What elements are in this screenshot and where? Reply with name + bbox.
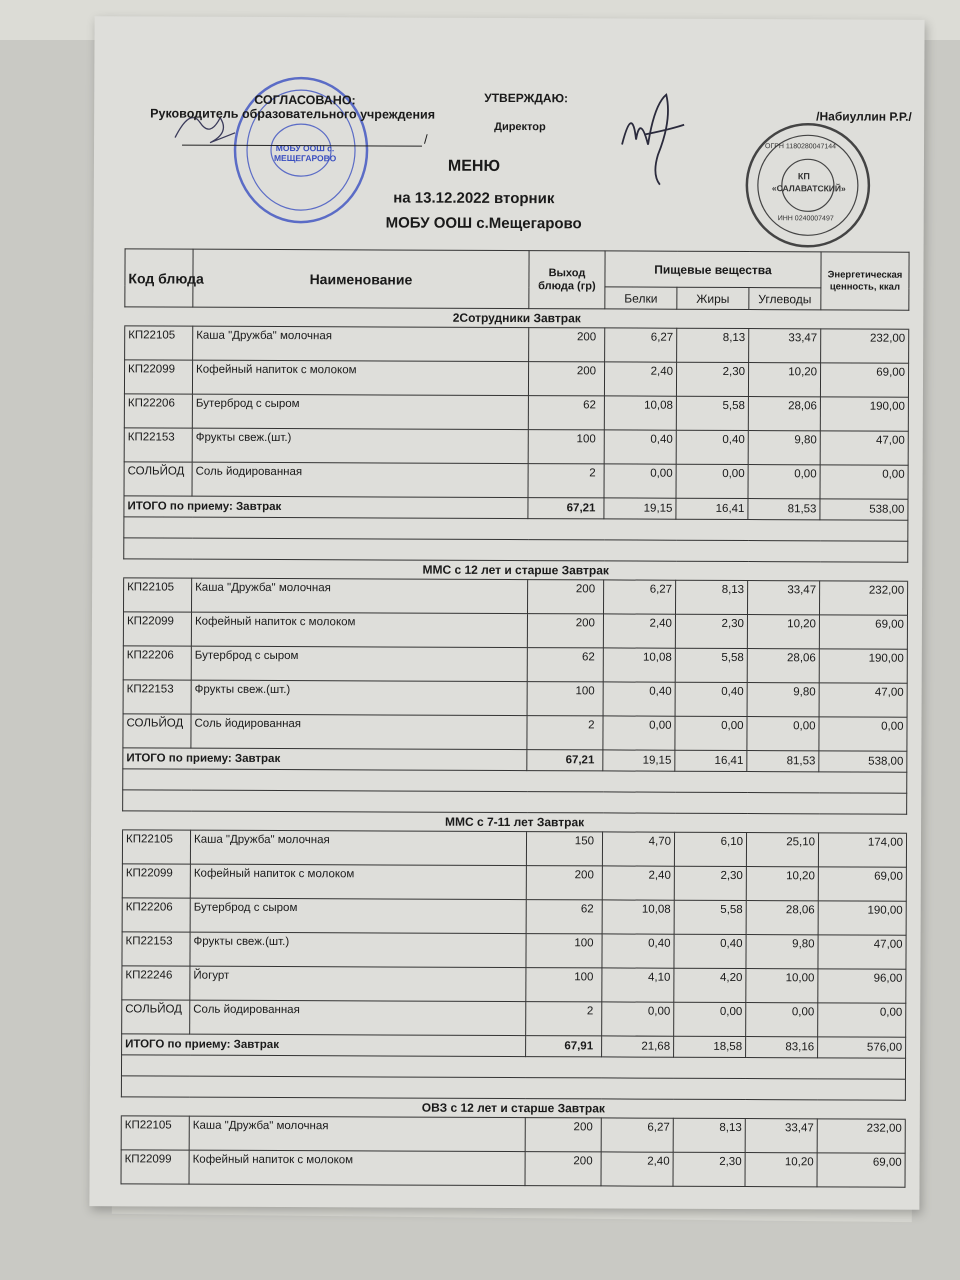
dish-fat: 8,13 xyxy=(677,328,749,362)
dish-code: КП22246 xyxy=(122,966,190,1000)
table-row xyxy=(121,1116,905,1153)
total-label: ИТОГО по приему: Завтрак xyxy=(124,496,528,519)
dish-carbs: 10,20 xyxy=(745,1153,817,1187)
dish-energy: 232,00 xyxy=(820,581,908,615)
dish-name: Каша "Дружба" молочная xyxy=(193,326,529,361)
dish-code: СОЛЬЙОД xyxy=(123,714,191,748)
dish-protein: 2,40 xyxy=(602,866,674,900)
dish-name: Каша "Дружба" молочная xyxy=(189,1116,525,1151)
dish-name: Йогурт xyxy=(190,966,526,1001)
dish-protein: 0,00 xyxy=(604,464,676,498)
dish-energy: 47,00 xyxy=(820,431,908,465)
dish-fat: 2,30 xyxy=(674,866,746,900)
dish-code: КП22153 xyxy=(122,932,190,966)
dish-output: 200 xyxy=(525,1118,601,1152)
dish-fat: 0,00 xyxy=(675,716,747,750)
menu-document xyxy=(89,16,924,1210)
dish-output: 200 xyxy=(529,328,605,362)
dish-code: СОЛЬЙОД xyxy=(122,1000,190,1034)
dish-energy: 96,00 xyxy=(818,969,906,1003)
dish-output: 200 xyxy=(525,1152,601,1186)
stamp-left-text: МОБУ ООШ с. МЕЩЕГАРОВО xyxy=(273,142,337,164)
dish-code: КП22099 xyxy=(121,1150,189,1184)
dish-carbs: 33,47 xyxy=(749,329,821,363)
head-title: Руководитель образовательного учреждения xyxy=(150,106,436,122)
section-title: ММС с 7-11 лет Завтрак xyxy=(123,811,907,833)
total-energy: 538,00 xyxy=(819,751,907,772)
dish-fat: 0,40 xyxy=(676,430,748,464)
table-row xyxy=(124,394,908,431)
table-row xyxy=(124,428,908,465)
table-row xyxy=(123,680,907,717)
dish-output: 100 xyxy=(526,934,602,968)
dish-carbs: 25,10 xyxy=(746,833,818,867)
dish-output: 62 xyxy=(527,648,603,682)
table-row xyxy=(124,578,908,615)
dish-carbs: 33,47 xyxy=(747,581,819,615)
total-output: 67,21 xyxy=(528,498,604,519)
menu-title: МЕНЮ xyxy=(447,157,501,175)
dish-fat: 5,58 xyxy=(676,396,748,430)
dish-name: Каша "Дружба" молочная xyxy=(192,578,528,613)
table-row xyxy=(123,646,907,683)
dish-carbs: 33,47 xyxy=(745,1119,817,1153)
dish-fat: 0,00 xyxy=(676,464,748,498)
dish-protein: 0,40 xyxy=(603,682,675,716)
total-fat: 16,41 xyxy=(675,750,747,771)
col-fat-header: Жиры xyxy=(677,287,749,309)
col-nutrients-header: Пищевые вещества xyxy=(605,251,821,288)
table-row xyxy=(122,898,906,935)
dish-output: 200 xyxy=(527,614,603,648)
dish-carbs: 9,80 xyxy=(746,935,818,969)
dish-code: КП22206 xyxy=(123,646,191,680)
section-title: ОВЗ с 12 лет и старше Завтрак xyxy=(121,1097,905,1119)
dish-protein: 6,27 xyxy=(605,328,677,362)
dish-carbs: 28,06 xyxy=(747,649,819,683)
table-row xyxy=(124,360,908,397)
menu-table-body xyxy=(121,307,909,1187)
dish-energy: 0,00 xyxy=(819,717,907,751)
dish-code: КП22105 xyxy=(121,1116,189,1150)
dish-name: Кофейный напиток с молоком xyxy=(190,864,526,899)
dish-name: Каша "Дружба" молочная xyxy=(190,830,526,865)
dish-protein: 0,00 xyxy=(603,716,675,750)
dish-energy: 190,00 xyxy=(820,397,908,431)
school-name: МОБУ ООШ с.Мещегарово xyxy=(385,214,582,233)
total-carbs: 81,53 xyxy=(747,751,819,772)
dish-output: 200 xyxy=(526,866,602,900)
dish-protein: 2,40 xyxy=(604,362,676,396)
dish-name: Кофейный напиток с молоком xyxy=(192,360,528,395)
dish-output: 100 xyxy=(528,430,604,464)
dish-name: Кофейный напиток с молоком xyxy=(189,1150,525,1185)
dish-code: КП22099 xyxy=(122,864,190,898)
total-fat: 18,58 xyxy=(674,1036,746,1057)
col-carbs-header: Углеводы xyxy=(749,288,821,310)
dish-code: КП22206 xyxy=(122,898,190,932)
dish-protein: 6,27 xyxy=(601,1118,673,1152)
dish-carbs: 9,80 xyxy=(747,683,819,717)
dish-name: Соль йодированная xyxy=(192,462,528,497)
director-label: Директор xyxy=(494,120,546,134)
dish-fat: 8,13 xyxy=(673,1118,745,1152)
dish-name: Бутерброд с сыром xyxy=(190,898,526,933)
col-name-header: Наименование xyxy=(193,249,529,308)
dish-fat: 5,58 xyxy=(674,900,746,934)
dish-energy: 232,00 xyxy=(817,1119,905,1153)
approve-label: УТВЕРЖДАЮ: xyxy=(484,90,569,106)
dish-energy: 190,00 xyxy=(818,901,906,935)
total-output: 67,91 xyxy=(526,1036,602,1057)
dish-protein: 10,08 xyxy=(602,900,674,934)
dish-name: Бутерброд с сыром xyxy=(191,646,527,681)
dish-fat: 2,30 xyxy=(676,362,748,396)
dish-fat: 2,30 xyxy=(673,1152,745,1186)
stamp-right-text-2: «САЛАВАТСКИЙ» xyxy=(771,183,846,194)
dish-carbs: 0,00 xyxy=(748,465,820,499)
dish-carbs: 0,00 xyxy=(747,717,819,751)
dish-fat: 0,00 xyxy=(674,1002,746,1036)
stamp-right-inn: ИНН 0240007497 xyxy=(777,215,834,223)
dish-output: 200 xyxy=(528,362,604,396)
dish-code: КП22099 xyxy=(124,360,192,394)
total-protein: 19,15 xyxy=(603,750,675,771)
stamp-right-text-1: КП xyxy=(797,171,810,182)
agreed-sign-slash: / xyxy=(424,131,428,147)
director-signature xyxy=(614,84,694,194)
dish-energy: 0,00 xyxy=(820,465,908,499)
dish-energy: 232,00 xyxy=(821,329,909,363)
total-carbs: 83,16 xyxy=(746,1037,818,1058)
dish-fat: 0,40 xyxy=(674,934,746,968)
table-row xyxy=(122,830,906,867)
dish-code: КП22105 xyxy=(122,830,190,864)
dish-energy: 69,00 xyxy=(820,363,908,397)
dish-name: Фрукты свеж.(шт.) xyxy=(192,428,528,463)
dish-name: Фрукты свеж.(шт.) xyxy=(190,932,526,967)
dish-carbs: 28,06 xyxy=(748,397,820,431)
total-energy: 576,00 xyxy=(818,1037,906,1058)
dish-energy: 174,00 xyxy=(818,833,906,867)
table-row xyxy=(125,326,909,363)
dish-protein: 2,40 xyxy=(601,1152,673,1186)
col-protein-header: Белки xyxy=(605,287,677,309)
dish-energy: 47,00 xyxy=(819,683,907,717)
dish-name: Фрукты свеж.(шт.) xyxy=(191,680,527,715)
col-out-header: Выход блюда (гр) xyxy=(529,251,605,309)
table-row xyxy=(123,612,907,649)
dish-output: 100 xyxy=(526,968,602,1002)
dish-code: КП22206 xyxy=(124,394,192,428)
section-title: 2Сотрудники Завтрак xyxy=(125,307,909,329)
dish-protein: 0,00 xyxy=(602,1002,674,1036)
total-label: ИТОГО по приему: Завтрак xyxy=(123,748,527,771)
section-title: ММС с 12 лет и старше Завтрак xyxy=(124,559,908,581)
dish-carbs: 0,00 xyxy=(746,1003,818,1037)
dish-code: КП22099 xyxy=(123,612,191,646)
total-protein: 21,68 xyxy=(602,1036,674,1057)
dish-energy: 47,00 xyxy=(818,935,906,969)
table-row xyxy=(122,1000,906,1037)
table-row xyxy=(124,462,908,499)
total-energy: 538,00 xyxy=(820,499,908,520)
dish-fat: 0,40 xyxy=(675,682,747,716)
menu-table xyxy=(121,248,910,1187)
total-protein: 19,15 xyxy=(604,498,676,519)
dish-protein: 4,70 xyxy=(602,832,674,866)
dish-protein: 6,27 xyxy=(603,580,675,614)
dish-code: КП22153 xyxy=(124,428,192,462)
dish-energy: 69,00 xyxy=(818,867,906,901)
dish-protein: 0,40 xyxy=(604,430,676,464)
dish-code: СОЛЬЙОД xyxy=(124,462,192,496)
table-row xyxy=(123,714,907,751)
col-code-header: Код блюда xyxy=(125,249,193,307)
table-row xyxy=(122,966,906,1003)
dish-output: 200 xyxy=(527,580,603,614)
dish-fat: 4,20 xyxy=(674,968,746,1002)
table-row xyxy=(122,932,906,969)
dish-energy: 69,00 xyxy=(819,615,907,649)
dish-fat: 2,30 xyxy=(675,614,747,648)
agreed-label: СОГЛАСОВАНО: xyxy=(254,92,356,108)
dish-output: 2 xyxy=(527,716,603,750)
dish-protein: 0,40 xyxy=(602,934,674,968)
total-carbs: 81,53 xyxy=(748,499,820,520)
dish-protein: 4,10 xyxy=(602,968,674,1002)
stamp-right-ogrn: ОГРН 1180280047144 xyxy=(765,143,837,151)
dish-output: 2 xyxy=(528,464,604,498)
dish-name: Соль йодированная xyxy=(191,714,527,749)
dish-code: КП22105 xyxy=(124,578,192,612)
table-row xyxy=(121,1150,905,1187)
dish-energy: 69,00 xyxy=(817,1153,905,1187)
dish-output: 62 xyxy=(526,900,602,934)
dish-carbs: 28,06 xyxy=(746,901,818,935)
total-fat: 16,41 xyxy=(676,498,748,519)
dish-energy: 190,00 xyxy=(819,649,907,683)
dish-name: Соль йодированная xyxy=(190,1000,526,1035)
dish-output: 2 xyxy=(526,1002,602,1036)
table-row xyxy=(122,864,906,901)
dish-fat: 5,58 xyxy=(675,648,747,682)
dish-protein: 10,08 xyxy=(604,396,676,430)
dish-name: Кофейный напиток с молоком xyxy=(191,612,527,647)
dish-output: 100 xyxy=(527,682,603,716)
dish-carbs: 9,80 xyxy=(748,431,820,465)
dish-fat: 6,10 xyxy=(674,832,746,866)
dish-name: Бутерброд с сыром xyxy=(192,394,528,429)
dish-output: 62 xyxy=(528,396,604,430)
dish-code: КП22153 xyxy=(123,680,191,714)
menu-date: на 13.12.2022 вторник xyxy=(393,189,555,208)
dish-fat: 8,13 xyxy=(675,580,747,614)
total-output: 67,21 xyxy=(527,750,603,771)
dish-energy: 0,00 xyxy=(818,1003,906,1037)
dish-protein: 2,40 xyxy=(603,614,675,648)
dish-output: 150 xyxy=(526,832,602,866)
dish-carbs: 10,20 xyxy=(746,867,818,901)
dish-carbs: 10,20 xyxy=(748,363,820,397)
total-label: ИТОГО по приему: Завтрак xyxy=(122,1034,526,1057)
dish-carbs: 10,20 xyxy=(747,615,819,649)
dish-protein: 10,08 xyxy=(603,648,675,682)
dish-carbs: 10,00 xyxy=(746,969,818,1003)
col-energy-header: Энергетическая ценность, ккал xyxy=(821,252,909,310)
director-name: /Набиуллин Р.Р./ xyxy=(816,109,912,124)
dish-code: КП22105 xyxy=(125,326,193,360)
